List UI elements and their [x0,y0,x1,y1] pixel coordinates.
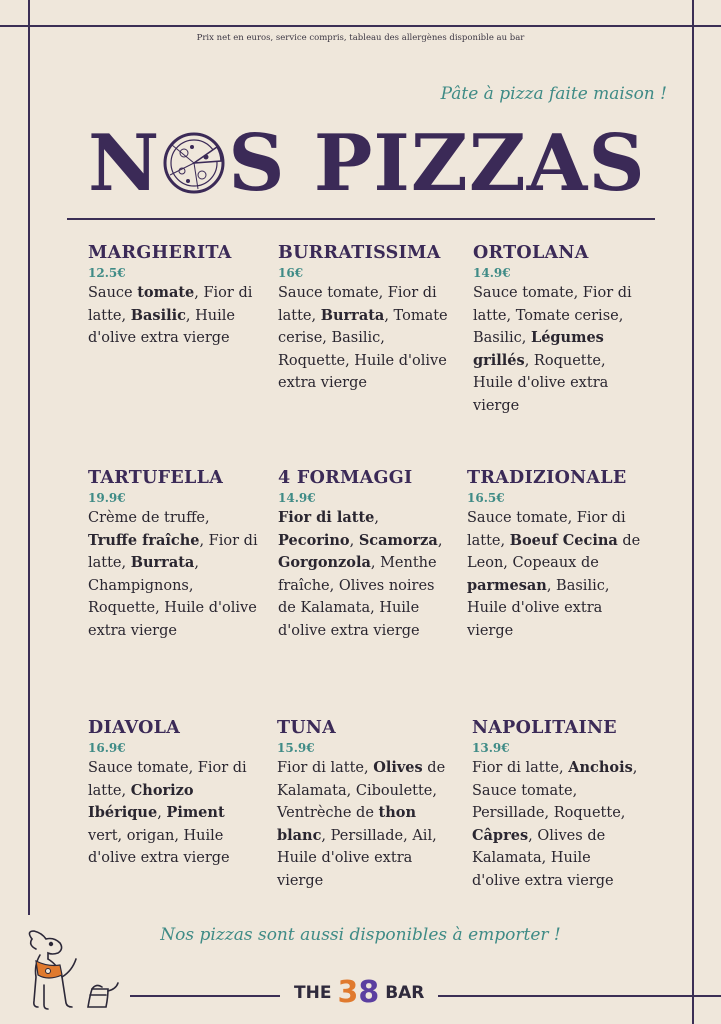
pizza-price: 19.9€ [88,491,126,505]
pizza-name: TRADIZIONALE [467,468,627,488]
highlighted-ingredient: Burrata [320,306,385,324]
ingredient-text: , [349,532,359,549]
takeaway-note: Nos pizzas sont aussi disponibles à emporter ! [160,925,561,945]
bar-logo [294,975,425,1010]
ingredient-text: Fior di latte, [277,760,374,776]
ingredient-text: Sauce tomate, Fior di latte, [467,510,626,549]
pizza-name: DIAVOLA [88,718,181,738]
ingredient-text: , Fior di latte, [88,285,253,324]
pizza-item [472,718,642,892]
pizza-item [88,718,263,870]
dog-mascot-icon [18,925,123,1020]
ingredient-text: Sauce [88,285,138,301]
pizza-name: TARTUFELLA [88,468,224,488]
brand-number [337,975,380,1010]
pizza-description [472,757,642,892]
brand-word-left: THE [294,983,332,1003]
frame-left-line [28,0,30,915]
ingredient-text: , Tomate cerise, Basilic, Roquette, Huile d'olive extra vierge [278,307,448,391]
ingredient-text: , Champignons, Roquette, Huile d'olive extra vierge [88,555,257,639]
highlighted-ingredient: thon blanc [277,804,416,844]
ingredient-text: Sauce tomate, Fior di latte, [278,285,437,324]
page-title [88,118,646,208]
pizza-item [467,468,647,642]
highlighted-ingredient: Gorgonzola [278,554,371,571]
ingredient-text: , Huile d'olive extra vierge [88,307,235,346]
pizza-item [88,243,263,350]
highlighted-ingredient: tomate [137,284,195,301]
pizza-description [467,507,647,642]
ingredient-text: , Olives de Kalamata, Huile d'olive extra vierge [472,827,614,889]
pizza-name: ORTOLANA [473,243,589,263]
highlighted-ingredient: Burrata [130,554,195,571]
highlighted-ingredient: Chorizo Ibérique [88,781,194,821]
pizza-price: 14.9€ [473,266,511,280]
highlighted-ingredient: Basilic [130,306,186,324]
ingredient-text: , Fior di latte, [88,532,258,571]
highlighted-ingredient: Boeuf Cecina [509,531,618,549]
pizza-item [277,718,452,892]
pizza-description [88,757,263,870]
pizza-price: 16.5€ [467,491,505,505]
pizza-item [88,468,263,642]
pizza-name: 4 FORMAGGI [278,468,413,488]
pricing-note: Prix net en euros, service compris, tableau des allergènes disponible au bar [196,33,525,43]
highlighted-ingredient: Pecorino [278,531,350,549]
brand-digit-8: 8 [358,975,380,1010]
pizza-description [278,282,453,395]
highlighted-ingredient: Fior di latte [278,509,375,526]
ingredient-text: de Leon, Copeaux de [467,532,641,571]
frame-top-line [0,25,721,27]
ingredient-text: Fior di latte, [472,760,569,776]
pizza-price: 16.9€ [88,741,126,755]
title-right: S PIZZAS [228,117,646,209]
pizza-name: BURRATISSIMA [278,243,441,263]
ingredient-text: , Menthe fraîche, Olives noires de Kalamata, Huile d'olive extra vierge [278,555,437,639]
pizza-price: 13.9€ [472,741,510,755]
pizza-description [88,507,263,642]
tagline: Pâte à pizza faite maison ! [440,84,667,104]
pizza-name: MARGHERITA [88,243,232,263]
pizza-description [278,507,453,642]
frame-right-line [692,0,694,1024]
pizza-item [473,243,643,417]
highlighted-ingredient: Truffe fraîche [88,531,200,549]
ingredient-text: , [157,805,167,821]
pizza-name: TUNA [277,718,337,738]
pizza-description [277,757,452,892]
ingredient-text: , Basilic, Huile d'olive extra vierge [467,577,610,639]
ingredient-text: Sauce tomate, Fior di latte, [88,760,247,799]
title-left: N [88,117,161,209]
highlighted-ingredient: Anchois [568,759,633,776]
ingredient-text: Crème de truffe, [88,510,210,526]
pizza-price: 14.9€ [278,491,316,505]
pizza-item [278,243,453,395]
pizza-price: 15.9€ [277,741,315,755]
pizza-description [88,282,263,350]
pizza-item [278,468,453,642]
highlighted-ingredient: parmesan [467,576,547,594]
ingredient-text: vert, origan, Huile d'olive extra vierge [88,827,230,866]
pizza-price: 16€ [278,266,304,280]
ingredient-text: Sauce tomate, Fior di latte, Tomate cerise, Basilic, [473,285,632,346]
footer-line-left [130,995,280,997]
pizza-icon [162,131,226,195]
footer-line-right [438,995,721,997]
pizza-name: NAPOLITAINE [472,718,617,738]
pizza-description [473,282,643,417]
ingredient-text: de Kalamata, Ciboulette, Ventrèche de [277,760,446,821]
highlighted-ingredient: Légumes grillés [473,329,604,369]
ingredient-text: , [374,510,379,526]
highlighted-ingredient: Scamorza [358,531,438,549]
highlighted-ingredient: Piment [166,804,225,821]
brand-word-right: BAR [385,983,425,1003]
ingredient-text: , [437,532,443,549]
ingredient-text: , Roquette, Huile d'olive extra vierge [473,352,609,414]
pizza-price: 12.5€ [88,266,126,280]
title-underline [67,218,655,220]
highlighted-ingredient: Câpres [472,826,529,844]
ingredient-text: , Persillade, Ail, Huile d'olive extra vierge [277,827,437,889]
highlighted-ingredient: Olives [373,759,423,776]
ingredient-text: , Sauce tomate, Persillade, Roquette, [472,760,638,821]
brand-digit-3: 3 [337,975,359,1010]
